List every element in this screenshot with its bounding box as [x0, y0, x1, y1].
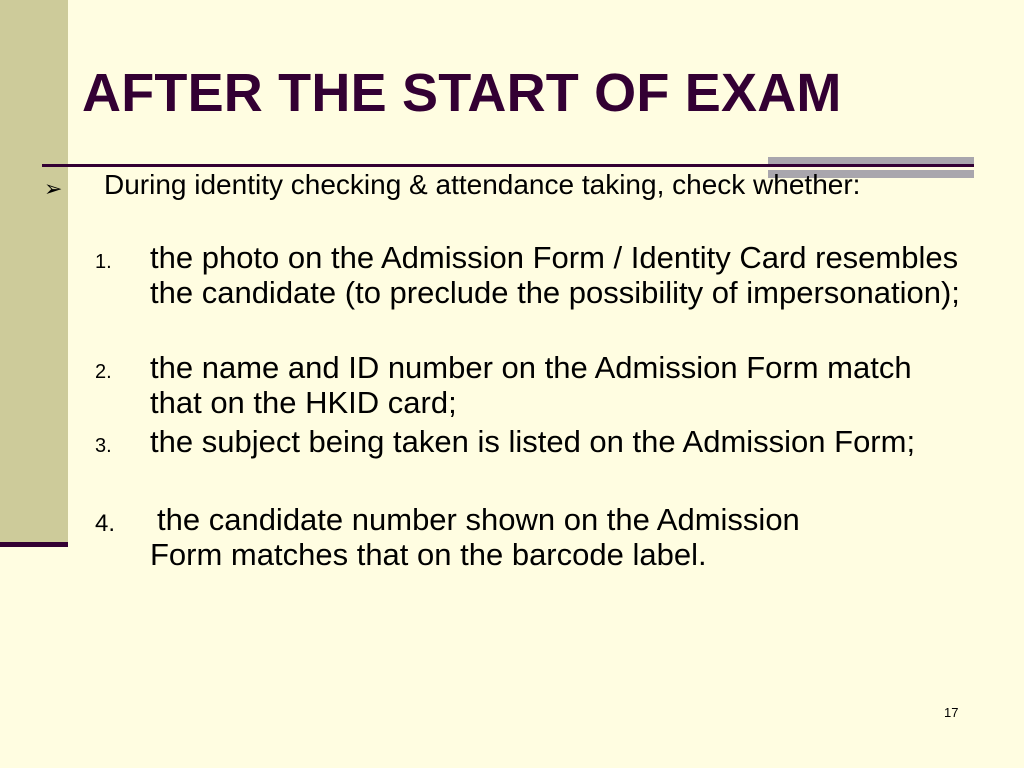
title-underline-rule [42, 164, 974, 167]
list-item-number: 1. [95, 251, 112, 273]
arrow-bullet-icon: ➢ [44, 176, 63, 201]
intro-text: During identity checking & attendance taking, check whether: [104, 169, 861, 200]
list-item-number: 3. [95, 435, 112, 457]
list-item-text: the subject being taken is listed on the Admission Form; [150, 424, 916, 459]
left-decor-bar [0, 0, 68, 543]
list-item-text-line2: Form matches that on the barcode label. [150, 537, 707, 572]
slide-title: AFTER THE START OF EXAM [82, 63, 842, 123]
list-item-text [150, 502, 972, 572]
list-item-text: the name and ID number on the Admission Form match that on the HKID card; [150, 350, 912, 420]
list-item-number: 4. [95, 510, 116, 537]
page-number: 17 [944, 705, 959, 720]
list-item-number: 2. [95, 361, 112, 383]
list-item-text: the photo on the Admission Form / Identity Card resembles the candidate (to preclude the possibility of impersonation); [150, 240, 960, 310]
list-item-text-line1: the candidate number shown on the Admission [157, 502, 800, 537]
left-decor-rule [0, 542, 68, 547]
decor-grey-block-top [768, 157, 974, 164]
